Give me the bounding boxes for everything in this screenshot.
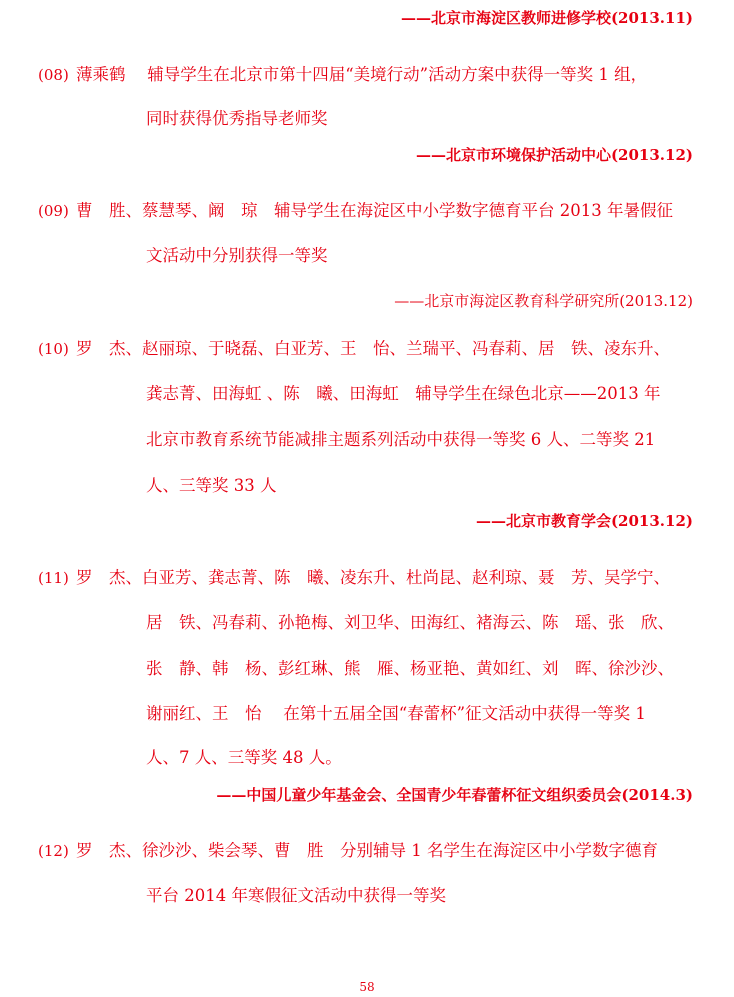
page-number: 58 (359, 980, 375, 994)
entry-text: 龚志菁、田海虹 、陈 曦、田海虹 辅导学生在绿色北京——2013 年 (146, 384, 661, 403)
entry-text: 张 静、韩 杨、彭红琳、熊 雁、杨亚艳、黄如红、刘 晖、徐沙沙、 (146, 659, 674, 678)
entry-10-line-2 (0, 379, 734, 409)
entry-text: 平台 2014 年寒假征文活动中获得一等奖 (146, 886, 446, 905)
entry-text: 居 铁、冯春莉、孙艳梅、刘卫华、田海红、褚海云、陈 瑶、张 欣、 (146, 613, 674, 632)
source-line-11: ——中国儿童少年基金会、全国青少年春蕾杯征文组织委员会(2014.3) (216, 786, 693, 804)
entry-text: 文活动中分别获得一等奖 (146, 246, 328, 265)
entry-11-line-5 (0, 743, 734, 773)
source-line-09: ——北京市海淀区教育科学研究所(2013.12) (394, 292, 693, 310)
source-line-07: ——北京市海淀区教师进修学校(2013.11) (400, 9, 693, 27)
entry-text: 谢丽红、王 怡 在第十五届全国“春蕾杯”征文活动中获得一等奖 1 (146, 704, 646, 723)
entry-text: 薄乘鹤 辅导学生在北京市第十四届“美境行动”活动方案中获得一等奖 1 组， (76, 65, 648, 84)
source-line-10: ——北京市教育学会(2013.12) (475, 512, 693, 530)
entry-10-line-1 (0, 334, 734, 364)
entry-08-line-2 (0, 104, 734, 134)
entry-10-line-3 (0, 425, 734, 455)
entry-number: (10) (38, 340, 69, 358)
entry-text: 人、7 人、三等奖 48 人。 (146, 748, 342, 767)
entry-number: (11) (38, 569, 69, 587)
entry-text: 罗 杰、赵丽琼、于晓磊、白亚芳、王 怡、兰瑞平、冯春莉、居 铁、凌东升、 (76, 339, 670, 358)
entry-text: 曹 胜、蔡慧琴、阚 琼 辅导学生在海淀区中小学数字德育平台 2013 年暑假征 (76, 201, 673, 220)
entry-text: 人、三等奖 33 人 (146, 476, 277, 495)
entry-11-line-2 (0, 608, 734, 638)
entry-09-line-2 (0, 241, 734, 271)
entry-text: 罗 杰、徐沙沙、柴会琴、曹 胜 分别辅导 1 名学生在海淀区中小学数字德育 (76, 841, 658, 860)
entry-number: (12) (38, 842, 69, 860)
entry-08-line-1 (0, 60, 734, 90)
entry-text: 同时获得优秀指导老师奖 (146, 109, 328, 128)
entry-text: 罗 杰、白亚芳、龚志菁、陈 曦、凌东升、杜尚昆、赵利琼、聂 芳、吴学宁、 (76, 568, 670, 587)
entry-09-line-1 (0, 196, 734, 226)
entry-10-line-4 (0, 471, 734, 501)
entry-number: (08) (38, 66, 69, 84)
entry-text: 北京市教育系统节能减排主题系列活动中获得一等奖 6 人、二等奖 21 (146, 430, 656, 449)
entry-11-line-3 (0, 654, 734, 684)
entry-11-line-4 (0, 699, 734, 729)
source-line-08: ——北京市环境保护活动中心(2013.12) (415, 146, 693, 164)
entry-number: (09) (38, 202, 69, 220)
entry-12-line-1 (0, 836, 734, 866)
entry-11-line-1 (0, 563, 734, 593)
entry-12-line-2 (0, 881, 734, 911)
